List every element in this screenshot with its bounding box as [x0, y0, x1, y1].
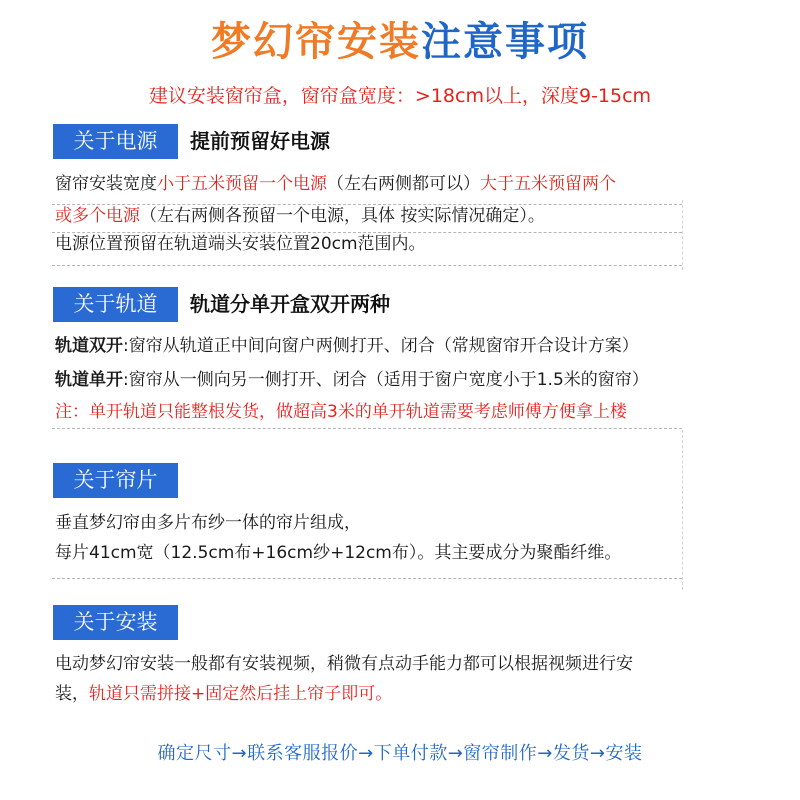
- text-highlight: 或多个电源: [55, 206, 140, 226]
- text-highlight: 大于五米预留两个: [480, 174, 616, 194]
- install-recommendation: 建议安装窗帘盒，窗帘盒宽度：>18cm以上，深度9-15cm: [148, 85, 652, 107]
- power-line-3: 电源位置预留在轨道端头安装位置20cm范围内。: [55, 234, 426, 254]
- dashed-divider: [52, 428, 682, 429]
- install-line-2: [55, 681, 392, 707]
- vertical-dashed-divider: [682, 200, 683, 270]
- install-line-1: 电动梦幻帘安装一般都有安装视频，稍微有点动手能力都可以根据视频进行安: [55, 654, 633, 674]
- text-segment: :窗帘从轨道正中间向窗户两侧打开、闭合（常规窗帘开合设计方案）: [123, 336, 639, 356]
- section-badge-track: 关于轨道: [53, 287, 178, 322]
- track-line-single: [55, 367, 649, 393]
- term-label: 轨道单开: [55, 370, 123, 390]
- text-segment: :窗帘从一侧向另一侧打开、闭合（适用于窗户宽度小于1.5米的窗帘）: [123, 370, 649, 390]
- text-segment: 窗帘安装宽度: [55, 174, 157, 194]
- text-segment: （左右两侧都可以）: [327, 174, 480, 194]
- vertical-dashed-divider: [682, 430, 683, 590]
- slats-line-1: 垂直梦幻帘由多片布纱一体的帘片组成，: [55, 513, 361, 533]
- slats-line-2: 每片41cm宽（12.5cm布+16cm纱+12cm布）。其主要成分为聚酯纤维。: [55, 543, 622, 563]
- process-flow: 确定尺寸→联系客服报价→下单付款→窗帘制作→发货→安装: [157, 743, 643, 764]
- track-note: 注：单开轨道只能整根发货，做超高3米的单开轨道需要考虑师傅方便拿上楼: [55, 402, 627, 422]
- title-part-1: 梦幻帘安装: [211, 19, 421, 65]
- power-line-2: [55, 203, 545, 229]
- text-highlight: 小于五米预留一个电源: [157, 174, 327, 194]
- track-line-double: [55, 333, 639, 359]
- dashed-divider: [52, 578, 682, 579]
- section-heading-power: 提前预留好电源: [190, 129, 330, 153]
- section-badge-power: 关于电源: [53, 124, 178, 159]
- title-part-2: 注意事项: [421, 19, 589, 65]
- text-highlight: 轨道只需拼接+固定然后挂上帘子即可。: [89, 684, 393, 704]
- dashed-divider: [52, 265, 682, 266]
- section-heading-track: 轨道分单开盒双开两种: [190, 292, 390, 316]
- text-segment: 装，: [55, 684, 89, 704]
- power-line-1: [55, 171, 616, 197]
- text-segment: （左右两侧各预留一个电源，具体 按实际情况确定）。: [140, 206, 545, 226]
- page-title: [0, 14, 800, 70]
- section-badge-slats: 关于帘片: [53, 463, 178, 498]
- term-label: 轨道双开: [55, 336, 123, 356]
- section-badge-install: 关于安装: [53, 605, 178, 640]
